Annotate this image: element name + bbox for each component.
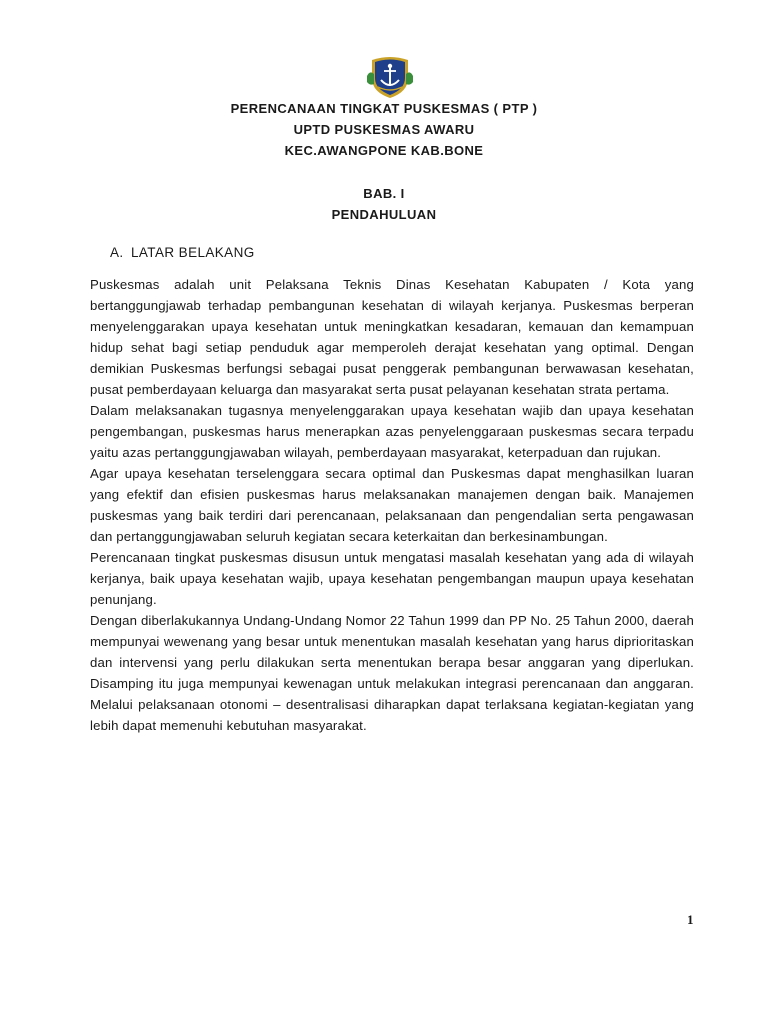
chapter-title: PENDAHULUAN — [331, 207, 437, 222]
paragraph: Agar upaya kesehatan terselenggara secara optimal dan Puskesmas dapat menghasilkan luaran yang efektif dan efisien puskesmas harus melaksanakan manajemen dengan baik. Manajemen puskesmas yang baik terdiri dari perencanaan, pelaksanaan dan pengendalian serta pengawasan dan pertanggungjawaban seluruh kegiatan secara keterkaitan dan berkesinambungan. — [90, 466, 694, 544]
regional-emblem-icon — [366, 56, 414, 100]
paragraph: Dengan diberlakukannya Undang-Undang Nomor 22 Tahun 1999 dan PP No. 25 Tahun 2000, daerah mempunyai wewenang yang besar untuk menentukan masalah kesehatan yang harus diprioritaskan dan intervensi yang perlu dilakukan serta menentukan berapa besar anggaran yang diperlukan. Disamping itu juga mempunyai kewenagan untuk melakukan integrasi perencanaan dan anggaran. Melalui pelaksanaan otonomi – desentralisasi diharapkan dapat terlaksana kegiatan-kegiatan yang lebih dapat memenuhi kebutuhan masyarakat. — [90, 613, 694, 733]
section-heading — [110, 245, 255, 260]
paragraph: Puskesmas adalah unit Pelaksana Teknis Dinas Kesehatan Kabupaten / Kota yang bertanggungjawab terhadap pembangunan kesehatan di wilayah kerjanya. Puskesmas berperan menyelenggarakan upaya kesehatan untuk meningkatkan kesadaran, kemauan dan kemampuan hidup sehat bagi setiap penduduk agar memperoleh derajat kesehatan yang optimal. Dengan demikian Puskesmas berfungsi sebagai pusat penggerak pembangunan berwawasan kesehatan, pusat pemberdayaan keluarga dan masyarakat serta pusat pelayanan kesehatan strata pertama. — [90, 277, 694, 397]
document-title: PERENCANAAN TINGKAT PUSKESMAS ( PTP ) — [230, 101, 538, 116]
document-header — [0, 98, 768, 225]
institution-location: KEC.AWANGPONE KAB.BONE — [284, 143, 484, 158]
paragraph: Dalam melaksanakan tugasnya menyelenggarakan upaya kesehatan wajib dan upaya kesehatan pengembangan, puskesmas harus menerapkan azas penyelenggaraan puskesmas secara terpadu yaitu azas pertanggungjawaban wilayah, pemberdayaan masyarakat, keterpaduan dan rujukan. — [90, 403, 694, 460]
institution-name: UPTD PUSKESMAS AWARU — [293, 122, 475, 137]
page-number: 1 — [687, 912, 694, 927]
chapter-number: BAB. I — [363, 186, 405, 201]
paragraph: Perencanaan tingkat puskesmas disusun untuk mengatasi masalah kesehatan yang ada di wilayah kerjanya, baik upaya kesehatan wajib, upaya kesehatan pengembangan maupun upaya kesehatan penunjang. — [90, 550, 694, 607]
body-text — [90, 274, 694, 736]
section-letter: A. — [110, 245, 124, 260]
section-title: LATAR BELAKANG — [131, 245, 255, 260]
